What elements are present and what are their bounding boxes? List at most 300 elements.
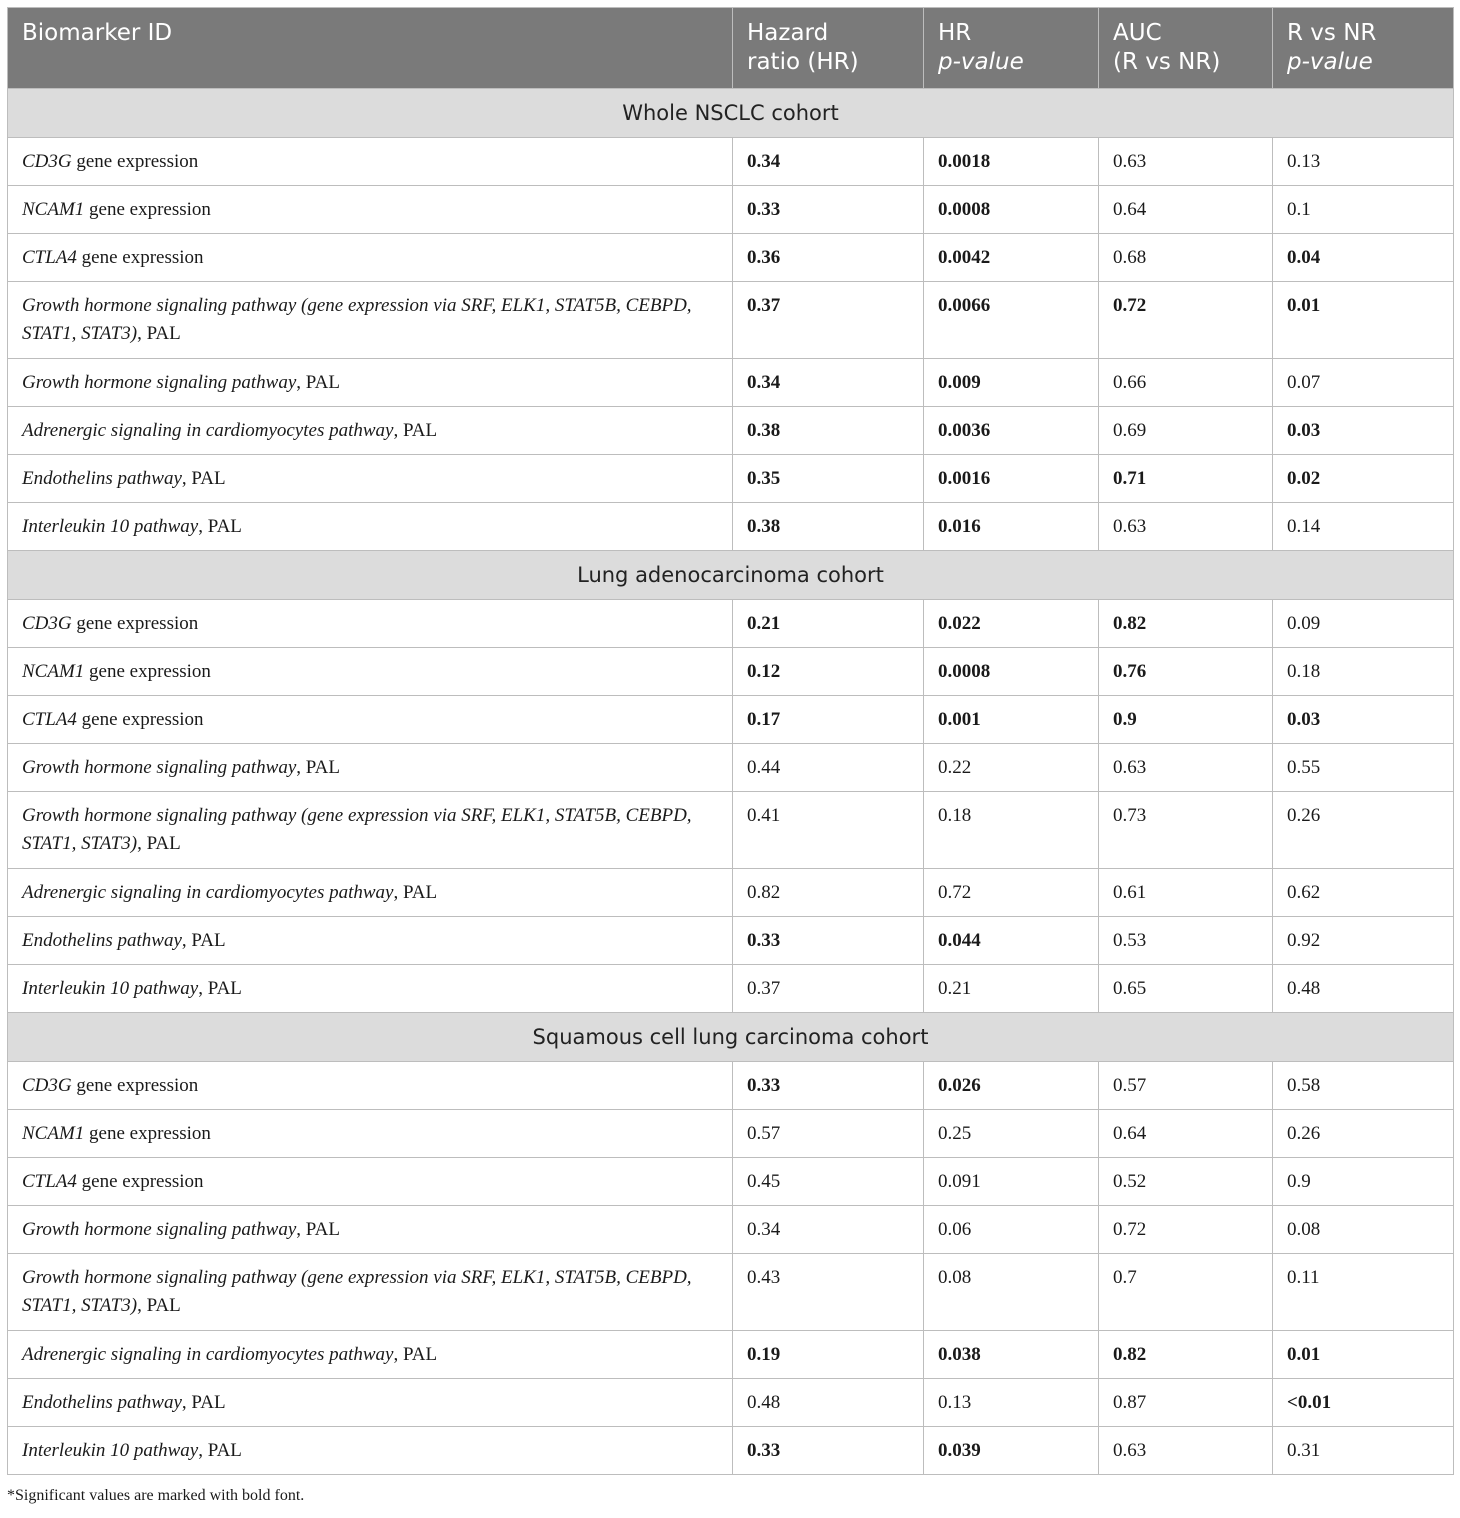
- table-row: [8, 1427, 1454, 1475]
- cell-value: 0.07: [1287, 372, 1321, 393]
- cell-value: 0.35: [747, 468, 781, 489]
- auc-cell: [1099, 696, 1273, 744]
- table-row: [8, 407, 1454, 455]
- table-row: [8, 648, 1454, 696]
- table-row: [8, 186, 1454, 234]
- section-title: Squamous cell lung carcinoma cohort: [8, 1013, 1454, 1062]
- cell-value: 0.12: [747, 661, 781, 682]
- hazard-ratio-cell: [733, 600, 924, 648]
- auc-cell: [1099, 1206, 1273, 1254]
- cell-value: 0.71: [1113, 468, 1147, 489]
- biomarker-name-italic: Interleukin 10 pathway: [22, 516, 199, 537]
- biomarker-name-suffix: , PAL: [181, 1392, 226, 1413]
- hazard-ratio-cell: [733, 648, 924, 696]
- cell-value: 0.82: [1113, 613, 1147, 634]
- cell-value: 0.33: [747, 930, 781, 951]
- biomarker-name-italic: NCAM1: [22, 199, 85, 220]
- cell-value: 0.13: [938, 1392, 972, 1413]
- cell-value: <0.01: [1287, 1392, 1332, 1413]
- r-vs-nr-pvalue-cell: [1273, 1110, 1454, 1158]
- hazard-ratio-cell: [733, 744, 924, 792]
- cell-value: 0.0008: [938, 199, 991, 220]
- biomarker-name-suffix: , PAL: [296, 757, 340, 778]
- hr-pvalue-cell: [924, 744, 1099, 792]
- hr-pvalue-cell: [924, 1379, 1099, 1427]
- biomarker-name-cell: [8, 648, 733, 696]
- auc-cell: [1099, 869, 1273, 917]
- cell-value: 0.06: [938, 1219, 972, 1240]
- cell-value: 0.72: [938, 882, 972, 903]
- cell-value: 0.38: [747, 516, 781, 537]
- table-row: [8, 455, 1454, 503]
- auc-cell: [1099, 407, 1273, 455]
- section-header-row: [8, 1013, 1454, 1062]
- cell-value: 0.34: [747, 372, 781, 393]
- section-title: Whole NSCLC cohort: [8, 89, 1454, 138]
- hr-pvalue-cell: [924, 1331, 1099, 1379]
- hazard-ratio-cell: [733, 1062, 924, 1110]
- hr-pvalue-cell: [924, 917, 1099, 965]
- cell-value: 0.21: [938, 978, 972, 999]
- r-vs-nr-pvalue-cell: [1273, 282, 1454, 359]
- cell-value: 0.61: [1113, 882, 1147, 903]
- cell-value: 0.43: [747, 1267, 781, 1288]
- r-vs-nr-pvalue-cell: [1273, 648, 1454, 696]
- cell-value: 0.33: [747, 1075, 781, 1096]
- col-biomarker-id: Biomarker ID: [8, 8, 733, 89]
- r-vs-nr-pvalue-cell: [1273, 744, 1454, 792]
- col-hazard-ratio: Hazard ratio (HR): [733, 8, 924, 89]
- table-row: [8, 600, 1454, 648]
- cell-value: 0.022: [938, 613, 981, 634]
- biomarker-name-cell: [8, 234, 733, 282]
- biomarker-name-italic: CD3G: [22, 151, 72, 172]
- hr-pvalue-cell: [924, 407, 1099, 455]
- cell-value: 0.038: [938, 1344, 981, 1365]
- hazard-ratio-cell: [733, 1110, 924, 1158]
- cell-value: 0.92: [1287, 930, 1321, 951]
- biomarker-table: [7, 7, 1454, 1475]
- cell-value: 0.009: [938, 372, 981, 393]
- section-title: Lung adenocarcinoma cohort: [8, 551, 1454, 600]
- biomarker-name-italic: Growth hormone signaling pathway (gene expression via SRF, ELK1, STAT5B, CEBPD, STAT1, STAT3): [22, 1267, 692, 1316]
- biomarker-name-cell: [8, 282, 733, 359]
- biomarker-name-suffix: gene expression: [71, 613, 199, 634]
- table-row: [8, 1158, 1454, 1206]
- hazard-ratio-cell: [733, 234, 924, 282]
- hr-pvalue-cell: [924, 503, 1099, 551]
- header-row: [8, 8, 1454, 89]
- cell-value: 0.25: [938, 1123, 972, 1144]
- cell-value: 0.091: [938, 1171, 981, 1192]
- biomarker-name-cell: [8, 1331, 733, 1379]
- biomarker-name-cell: [8, 744, 733, 792]
- biomarker-name-italic: CTLA4: [22, 709, 77, 730]
- biomarker-name-suffix: , PAL: [137, 833, 181, 854]
- biomarker-name-cell: [8, 917, 733, 965]
- cell-value: 0.58: [1287, 1075, 1321, 1096]
- biomarker-name-cell: [8, 359, 733, 407]
- cell-value: 0.63: [1113, 757, 1147, 778]
- biomarker-name-italic: Adrenergic signaling in cardiomyocytes pathway: [22, 1344, 394, 1365]
- hr-pvalue-cell: [924, 869, 1099, 917]
- hazard-ratio-cell: [733, 965, 924, 1013]
- cell-value: 0.18: [1287, 661, 1321, 682]
- auc-cell: [1099, 917, 1273, 965]
- hazard-ratio-cell: [733, 1331, 924, 1379]
- cell-value: 0.9: [1287, 1171, 1311, 1192]
- biomarker-name-suffix: , PAL: [137, 323, 181, 344]
- r-vs-nr-pvalue-cell: [1273, 1158, 1454, 1206]
- auc-cell: [1099, 138, 1273, 186]
- biomarker-name-suffix: , PAL: [393, 1344, 438, 1365]
- biomarker-name-cell: [8, 1158, 733, 1206]
- biomarker-name-italic: NCAM1: [22, 661, 85, 682]
- cell-value: 0.001: [938, 709, 981, 730]
- hr-pvalue-cell: [924, 234, 1099, 282]
- hazard-ratio-cell: [733, 1158, 924, 1206]
- cell-value: 0.039: [938, 1440, 981, 1461]
- hazard-ratio-cell: [733, 407, 924, 455]
- auc-cell: [1099, 1062, 1273, 1110]
- cell-value: 0.34: [747, 151, 781, 172]
- cell-value: 0.03: [1287, 420, 1321, 441]
- biomarker-name-suffix: , PAL: [198, 516, 242, 537]
- hr-pvalue-cell: [924, 1062, 1099, 1110]
- cell-value: 0.87: [1113, 1392, 1147, 1413]
- biomarker-name-suffix: gene expression: [71, 1075, 199, 1096]
- cell-value: 0.0016: [938, 468, 991, 489]
- auc-cell: [1099, 600, 1273, 648]
- r-vs-nr-pvalue-cell: [1273, 965, 1454, 1013]
- table-row: [8, 138, 1454, 186]
- cell-value: 0.72: [1113, 1219, 1147, 1240]
- cell-value: 0.34: [747, 1219, 781, 1240]
- biomarker-name-cell: [8, 792, 733, 869]
- table-header: [8, 8, 1454, 89]
- cell-value: 0.0018: [938, 151, 991, 172]
- hr-pvalue-cell: [924, 1110, 1099, 1158]
- cell-value: 0.09: [1287, 613, 1321, 634]
- cell-value: 0.37: [747, 978, 781, 999]
- biomarker-name-suffix: gene expression: [76, 247, 204, 268]
- cell-value: 0.19: [747, 1344, 781, 1365]
- biomarker-name-italic: CTLA4: [22, 247, 77, 268]
- cell-value: 0.76: [1113, 661, 1147, 682]
- biomarker-name-suffix: , PAL: [137, 1295, 181, 1316]
- col-r-vs-nr-pvalue: R vs NR p-value: [1273, 8, 1454, 89]
- biomarker-name-cell: [8, 1206, 733, 1254]
- hr-pvalue-cell: [924, 455, 1099, 503]
- biomarker-name-cell: [8, 1379, 733, 1427]
- biomarker-name-italic: Growth hormone signaling pathway: [22, 757, 297, 778]
- auc-cell: [1099, 1427, 1273, 1475]
- hazard-ratio-cell: [733, 917, 924, 965]
- cell-value: 0.36: [747, 247, 781, 268]
- hr-pvalue-cell: [924, 648, 1099, 696]
- table-row: [8, 869, 1454, 917]
- r-vs-nr-pvalue-cell: [1273, 407, 1454, 455]
- biomarker-name-suffix: , PAL: [296, 1219, 340, 1240]
- cell-value: 0.0066: [938, 295, 991, 316]
- hazard-ratio-cell: [733, 186, 924, 234]
- hr-pvalue-cell: [924, 792, 1099, 869]
- cell-value: 0.33: [747, 199, 781, 220]
- biomarker-name-italic: Adrenergic signaling in cardiomyocytes pathway: [22, 882, 394, 903]
- hr-pvalue-cell: [924, 696, 1099, 744]
- cell-value: 0.01: [1287, 1344, 1321, 1365]
- biomarker-name-italic: Interleukin 10 pathway: [22, 978, 199, 999]
- hr-pvalue-cell: [924, 965, 1099, 1013]
- auc-cell: [1099, 744, 1273, 792]
- hazard-ratio-cell: [733, 1427, 924, 1475]
- biomarker-name-cell: [8, 1254, 733, 1331]
- r-vs-nr-pvalue-cell: [1273, 455, 1454, 503]
- table-row: [8, 1206, 1454, 1254]
- hazard-ratio-cell: [733, 138, 924, 186]
- cell-value: 0.65: [1113, 978, 1147, 999]
- cell-value: 0.37: [747, 295, 781, 316]
- cell-value: 0.62: [1287, 882, 1321, 903]
- hr-pvalue-cell: [924, 1158, 1099, 1206]
- biomarker-name-italic: Growth hormone signaling pathway: [22, 1219, 297, 1240]
- table-footnote: *Significant values are marked with bold font.: [7, 1487, 305, 1504]
- r-vs-nr-pvalue-cell: [1273, 359, 1454, 407]
- auc-cell: [1099, 234, 1273, 282]
- auc-cell: [1099, 186, 1273, 234]
- r-vs-nr-pvalue-cell: [1273, 503, 1454, 551]
- cell-value: 0.14: [1287, 516, 1321, 537]
- cell-value: 0.44: [747, 757, 781, 778]
- hazard-ratio-cell: [733, 1379, 924, 1427]
- biomarker-name-cell: [8, 965, 733, 1013]
- biomarker-name-suffix: , PAL: [296, 372, 340, 393]
- r-vs-nr-pvalue-cell: [1273, 1206, 1454, 1254]
- biomarker-name-italic: Endothelins pathway: [22, 1392, 182, 1413]
- biomarker-name-suffix: , PAL: [393, 420, 438, 441]
- table-row: [8, 965, 1454, 1013]
- r-vs-nr-pvalue-cell: [1273, 234, 1454, 282]
- hr-pvalue-cell: [924, 1254, 1099, 1331]
- hr-pvalue-cell: [924, 186, 1099, 234]
- cell-value: 0.63: [1113, 1440, 1147, 1461]
- cell-value: 0.57: [747, 1123, 781, 1144]
- r-vs-nr-pvalue-cell: [1273, 1379, 1454, 1427]
- hr-pvalue-cell: [924, 359, 1099, 407]
- cell-value: 0.48: [747, 1392, 781, 1413]
- table-row: [8, 1110, 1454, 1158]
- biomarker-name-cell: [8, 1427, 733, 1475]
- r-vs-nr-pvalue-cell: [1273, 1427, 1454, 1475]
- r-vs-nr-pvalue-cell: [1273, 696, 1454, 744]
- biomarker-name-suffix: , PAL: [198, 978, 242, 999]
- r-vs-nr-pvalue-cell: [1273, 1254, 1454, 1331]
- cell-value: 0.66: [1113, 372, 1147, 393]
- biomarker-name-cell: [8, 696, 733, 744]
- cell-value: 0.26: [1287, 1123, 1321, 1144]
- r-vs-nr-pvalue-cell: [1273, 869, 1454, 917]
- cell-value: 0.64: [1113, 199, 1147, 220]
- r-vs-nr-pvalue-cell: [1273, 138, 1454, 186]
- hazard-ratio-cell: [733, 282, 924, 359]
- cell-value: 0.21: [747, 613, 781, 634]
- cell-value: 0.11: [1287, 1267, 1320, 1288]
- auc-cell: [1099, 1331, 1273, 1379]
- cell-value: 0.63: [1113, 516, 1147, 537]
- cell-value: 0.026: [938, 1075, 981, 1096]
- biomarker-name-suffix: gene expression: [76, 709, 204, 730]
- cell-value: 0.33: [747, 1440, 781, 1461]
- biomarker-name-italic: CD3G: [22, 613, 72, 634]
- biomarker-name-italic: CTLA4: [22, 1171, 77, 1192]
- r-vs-nr-pvalue-cell: [1273, 186, 1454, 234]
- cell-value: 0.73: [1113, 805, 1147, 826]
- biomarker-name-italic: Growth hormone signaling pathway (gene expression via SRF, ELK1, STAT5B, CEBPD, STAT1, STAT3): [22, 295, 692, 344]
- hazard-ratio-cell: [733, 1254, 924, 1331]
- cell-value: 0.7: [1113, 1267, 1137, 1288]
- cell-value: 0.9: [1113, 709, 1137, 730]
- hr-pvalue-cell: [924, 1427, 1099, 1475]
- r-vs-nr-pvalue-cell: [1273, 792, 1454, 869]
- cell-value: 0.53: [1113, 930, 1147, 951]
- biomarker-name-italic: Growth hormone signaling pathway (gene expression via SRF, ELK1, STAT5B, CEBPD, STAT1, STAT3): [22, 805, 692, 854]
- r-vs-nr-pvalue-cell: [1273, 917, 1454, 965]
- biomarker-name-suffix: , PAL: [181, 930, 226, 951]
- cell-value: 0.63: [1113, 151, 1147, 172]
- table-body: [8, 89, 1454, 1475]
- cell-value: 0.03: [1287, 709, 1321, 730]
- hr-pvalue-cell: [924, 1206, 1099, 1254]
- cell-value: 0.01: [1287, 295, 1321, 316]
- auc-cell: [1099, 648, 1273, 696]
- cell-value: 0.044: [938, 930, 981, 951]
- col-hr-pvalue: HR p-value: [924, 8, 1099, 89]
- hazard-ratio-cell: [733, 792, 924, 869]
- biomarker-name-italic: Interleukin 10 pathway: [22, 1440, 199, 1461]
- cell-value: 0.04: [1287, 247, 1321, 268]
- cell-value: 0.82: [1113, 1344, 1147, 1365]
- auc-cell: [1099, 1379, 1273, 1427]
- cell-value: 0.26: [1287, 805, 1321, 826]
- hr-pvalue-cell: [924, 282, 1099, 359]
- cell-value: 0.41: [747, 805, 781, 826]
- auc-cell: [1099, 282, 1273, 359]
- section-header-row: [8, 551, 1454, 600]
- cell-value: 0.45: [747, 1171, 781, 1192]
- hazard-ratio-cell: [733, 1206, 924, 1254]
- auc-cell: [1099, 1158, 1273, 1206]
- table-row: [8, 1331, 1454, 1379]
- biomarker-name-italic: Endothelins pathway: [22, 468, 182, 489]
- table-row: [8, 792, 1454, 869]
- biomarker-name-suffix: , PAL: [393, 882, 438, 903]
- biomarker-name-cell: [8, 138, 733, 186]
- biomarker-name-cell: [8, 186, 733, 234]
- auc-cell: [1099, 1254, 1273, 1331]
- cell-value: 0.68: [1113, 247, 1147, 268]
- auc-cell: [1099, 1110, 1273, 1158]
- auc-cell: [1099, 455, 1273, 503]
- cell-value: 0.55: [1287, 757, 1321, 778]
- table-row: [8, 1254, 1454, 1331]
- hazard-ratio-cell: [733, 503, 924, 551]
- biomarker-name-suffix: gene expression: [84, 661, 211, 682]
- hazard-ratio-cell: [733, 455, 924, 503]
- biomarker-name-italic: CD3G: [22, 1075, 72, 1096]
- cell-value: 0.0036: [938, 420, 991, 441]
- section-header-row: [8, 89, 1454, 138]
- biomarker-name-cell: [8, 1062, 733, 1110]
- cell-value: 0.22: [938, 757, 972, 778]
- biomarker-name-cell: [8, 600, 733, 648]
- biomarker-name-italic: Adrenergic signaling in cardiomyocytes pathway: [22, 420, 394, 441]
- biomarker-name-cell: [8, 503, 733, 551]
- biomarker-name-cell: [8, 455, 733, 503]
- r-vs-nr-pvalue-cell: [1273, 600, 1454, 648]
- cell-value: 0.08: [938, 1267, 972, 1288]
- col-auc: AUC (R vs NR): [1099, 8, 1273, 89]
- table-row: [8, 744, 1454, 792]
- auc-cell: [1099, 503, 1273, 551]
- auc-cell: [1099, 792, 1273, 869]
- hr-pvalue-cell: [924, 600, 1099, 648]
- auc-cell: [1099, 965, 1273, 1013]
- biomarker-name-italic: NCAM1: [22, 1123, 85, 1144]
- hazard-ratio-cell: [733, 359, 924, 407]
- cell-value: 0.82: [747, 882, 781, 903]
- biomarker-name-suffix: gene expression: [76, 1171, 204, 1192]
- r-vs-nr-pvalue-cell: [1273, 1062, 1454, 1110]
- cell-value: 0.72: [1113, 295, 1147, 316]
- cell-value: 0.48: [1287, 978, 1321, 999]
- biomarker-name-suffix: , PAL: [198, 1440, 242, 1461]
- biomarker-name-italic: Growth hormone signaling pathway: [22, 372, 297, 393]
- biomarker-name-suffix: gene expression: [84, 199, 211, 220]
- biomarker-name-suffix: gene expression: [71, 151, 199, 172]
- table-row: [8, 696, 1454, 744]
- table-row: [8, 282, 1454, 359]
- table-row: [8, 359, 1454, 407]
- cell-value: 0.38: [747, 420, 781, 441]
- hazard-ratio-cell: [733, 696, 924, 744]
- r-vs-nr-pvalue-cell: [1273, 1331, 1454, 1379]
- cell-value: 0.0008: [938, 661, 991, 682]
- cell-value: 0.02: [1287, 468, 1321, 489]
- hr-pvalue-cell: [924, 138, 1099, 186]
- cell-value: 0.17: [747, 709, 781, 730]
- biomarker-name-italic: Endothelins pathway: [22, 930, 182, 951]
- table-row: [8, 234, 1454, 282]
- biomarker-name-cell: [8, 869, 733, 917]
- table-row: [8, 503, 1454, 551]
- cell-value: 0.52: [1113, 1171, 1147, 1192]
- cell-value: 0.57: [1113, 1075, 1147, 1096]
- cell-value: 0.18: [938, 805, 972, 826]
- table-row: [8, 917, 1454, 965]
- table-row: [8, 1062, 1454, 1110]
- table-row: [8, 1379, 1454, 1427]
- biomarker-name-cell: [8, 1110, 733, 1158]
- cell-value: 0.1: [1287, 199, 1311, 220]
- cell-value: 0.31: [1287, 1440, 1321, 1461]
- auc-cell: [1099, 359, 1273, 407]
- cell-value: 0.69: [1113, 420, 1147, 441]
- cell-value: 0.13: [1287, 151, 1321, 172]
- biomarker-name-suffix: gene expression: [84, 1123, 211, 1144]
- biomarker-name-suffix: , PAL: [181, 468, 226, 489]
- biomarker-name-cell: [8, 407, 733, 455]
- cell-value: 0.016: [938, 516, 981, 537]
